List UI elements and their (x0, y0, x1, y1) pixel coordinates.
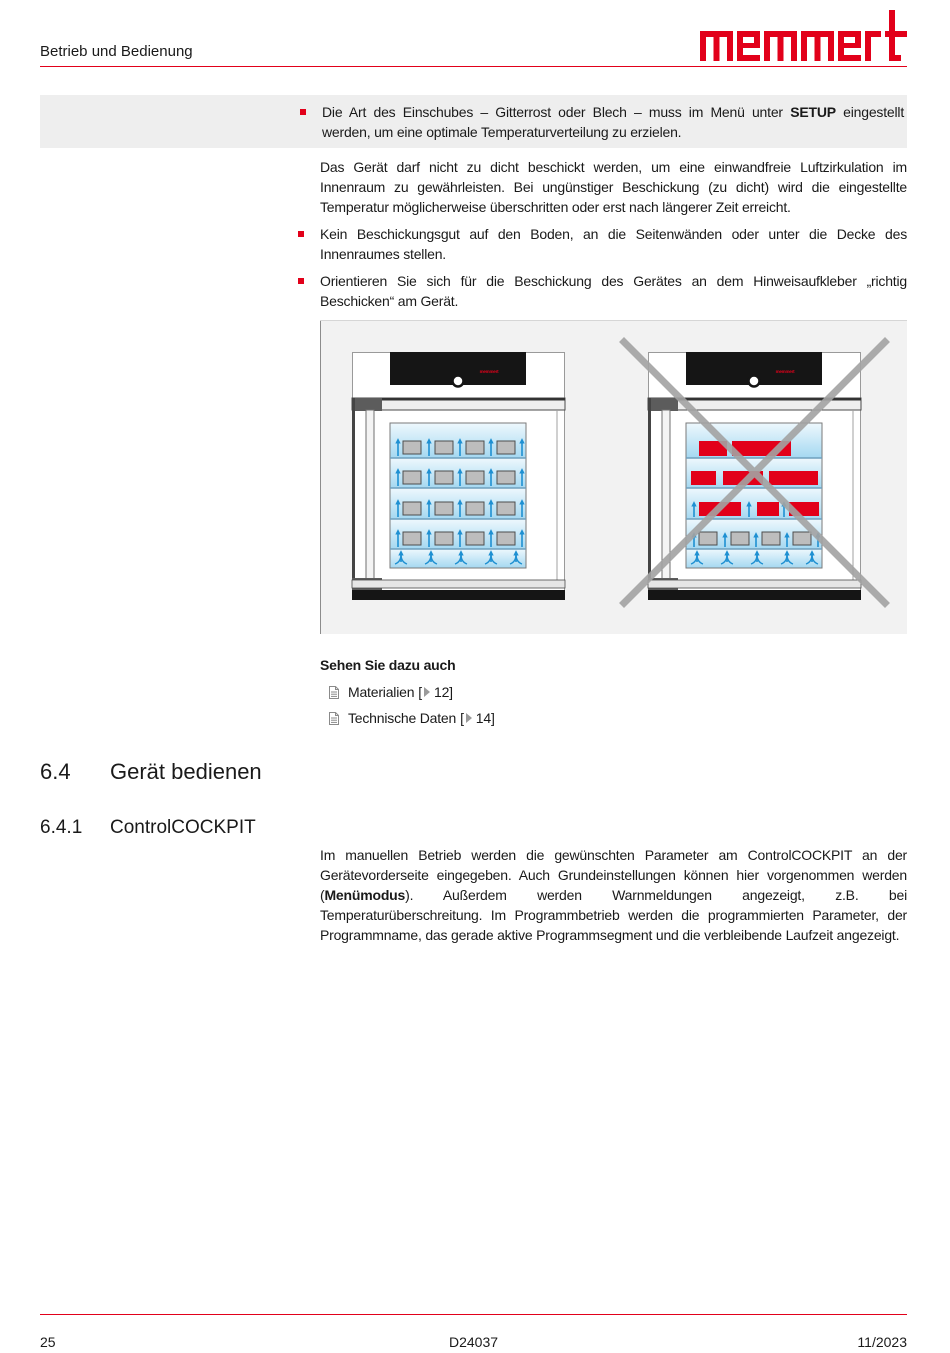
square-bullet-icon (298, 231, 304, 237)
load-item (466, 471, 484, 484)
document-date: 11/2023 (857, 1334, 907, 1350)
load-item (435, 532, 453, 545)
chamber-compartment (390, 549, 526, 568)
load-item (497, 502, 515, 515)
load-item (435, 471, 453, 484)
housing-left-edge (352, 398, 355, 588)
ref-page-number: 12 (433, 684, 450, 700)
section-number: 6.4.1 (40, 817, 83, 838)
page-ref-arrow-icon (424, 687, 430, 697)
panel-logo-text: memmert (479, 369, 499, 374)
page-content (40, 95, 907, 945)
bullet-item (320, 224, 907, 264)
panel-logo-text: memmert (775, 369, 795, 374)
control-knob-icon (453, 376, 464, 387)
load-item (497, 441, 515, 454)
see-also-link-materialien[interactable] (320, 679, 907, 705)
paragraph-text-start: Im manuellen Betrieb werden die gewünschten Parameter am ControlCOCKPIT an der Gerätevorderseite eingegeben. Auch Grundeinstellungen können hier vorgenommen werden ( (320, 847, 907, 903)
load-item-blocking (691, 471, 716, 485)
setup-note-box (40, 95, 907, 148)
page-number: 25 (40, 1334, 56, 1350)
setup-note-text (322, 102, 904, 142)
load-item (403, 502, 421, 515)
chamber-compartment (686, 549, 822, 568)
running-section-title: Betrieb und Bedienung (40, 43, 193, 60)
logo-lettering (700, 10, 907, 61)
page-footer (40, 1314, 907, 1352)
load-item (435, 502, 453, 515)
ref-page-number: 14 (475, 710, 491, 726)
load-item (497, 532, 515, 545)
housing-left-edge (648, 398, 651, 588)
door-frame-bottom (648, 580, 861, 588)
note-text-start: Die Art des Einschubes – Gitterrost oder Blech – muss im Menü unter (322, 104, 791, 120)
paragraph-text-end: ). Außerdem werden Warnmeldungen angezeigt, z.B. bei Temperaturüberschreitung. Im Programmbetrieb werden die programmierten Parameter, der Programmname, das gerade aktive Programmsegment und die verbleibende Laufzeit angezeigt. (320, 887, 907, 943)
load-item (403, 471, 421, 484)
section-number: 6.4 (40, 759, 71, 784)
oven-base (648, 590, 861, 600)
controlcockpit-paragraph (320, 845, 907, 945)
load-item (497, 471, 515, 484)
load-item (762, 532, 780, 545)
menu-mode-keyword: Menümodus (324, 887, 406, 903)
bullet-item (320, 271, 907, 311)
load-item (731, 532, 749, 545)
section-heading-geraet-bedienen (40, 757, 907, 787)
upper-hinge (352, 398, 382, 411)
loading-section (320, 157, 907, 731)
load-item-blocking (757, 502, 779, 516)
ref-bracket-open: [ (460, 710, 464, 726)
oven-base (352, 590, 565, 600)
section-title: Gerät bedienen (110, 759, 262, 784)
document-icon (329, 686, 339, 699)
bullet-text: Orientieren Sie sich für die Beschickung des Gerätes an dem Hinweisaufkleber „richtig Beschicken“ am Gerät. (320, 273, 907, 309)
see-also-link-technische-daten[interactable] (320, 705, 907, 731)
bullet-text: Kein Beschickungsgut auf den Boden, an die Seitenwänden oder unter die Decke des Innenraumes stellen. (320, 226, 907, 262)
square-bullet-icon (298, 278, 304, 284)
ref-bracket-close: ] (449, 684, 453, 700)
load-item (403, 532, 421, 545)
note-text-end: eingestellt werden, um eine optimale Temperaturverteilung zu erzielen. (322, 104, 905, 140)
memmert-logo (700, 10, 907, 62)
load-item (435, 441, 453, 454)
door-handle-bar (366, 410, 374, 580)
loading-illustration (320, 320, 907, 634)
load-item (466, 532, 484, 545)
section-title: ControlCOCKPIT (110, 817, 256, 838)
loading-bullet-list (320, 224, 907, 311)
load-item (793, 532, 811, 545)
document-icon (329, 712, 339, 725)
page-ref-arrow-icon (466, 713, 472, 723)
door-frame-bottom (352, 580, 565, 588)
loading-paragraph: Das Gerät darf nicht zu dicht beschickt werden, um eine einwandfreie Luftzirkulation im Innenraum zu gewährleisten. Bei ungünstiger Beschickung (zu dicht) wird die eingestellte Temperatur möglicherweise überschritten oder erst nach längerer Zeit erreicht. (320, 159, 907, 215)
link-label: Technische Daten (348, 710, 457, 726)
setup-keyword: SETUP (790, 104, 836, 120)
load-item (466, 441, 484, 454)
see-also-links (320, 679, 907, 731)
load-item (466, 502, 484, 515)
control-knob-icon (749, 376, 760, 387)
load-item (699, 532, 717, 545)
door-frame-top-edge (352, 398, 565, 401)
upper-hinge (648, 398, 678, 411)
page-header (40, 0, 907, 67)
oven-correct-loading (352, 352, 565, 600)
ref-bracket-close: ] (490, 710, 495, 726)
section-heading-controlcockpit (40, 815, 907, 841)
link-label: Materialien (348, 684, 415, 700)
loading-diagram (320, 320, 907, 634)
load-item-blocking (769, 471, 818, 485)
controlcockpit-section (320, 845, 907, 945)
see-also-title: Sehen Sie dazu auch (320, 657, 456, 673)
ref-bracket-open: [ (418, 684, 422, 700)
see-also-block (320, 655, 907, 731)
square-bullet-icon (300, 109, 306, 115)
load-item (403, 441, 421, 454)
document-id: D24037 (448, 1334, 499, 1350)
